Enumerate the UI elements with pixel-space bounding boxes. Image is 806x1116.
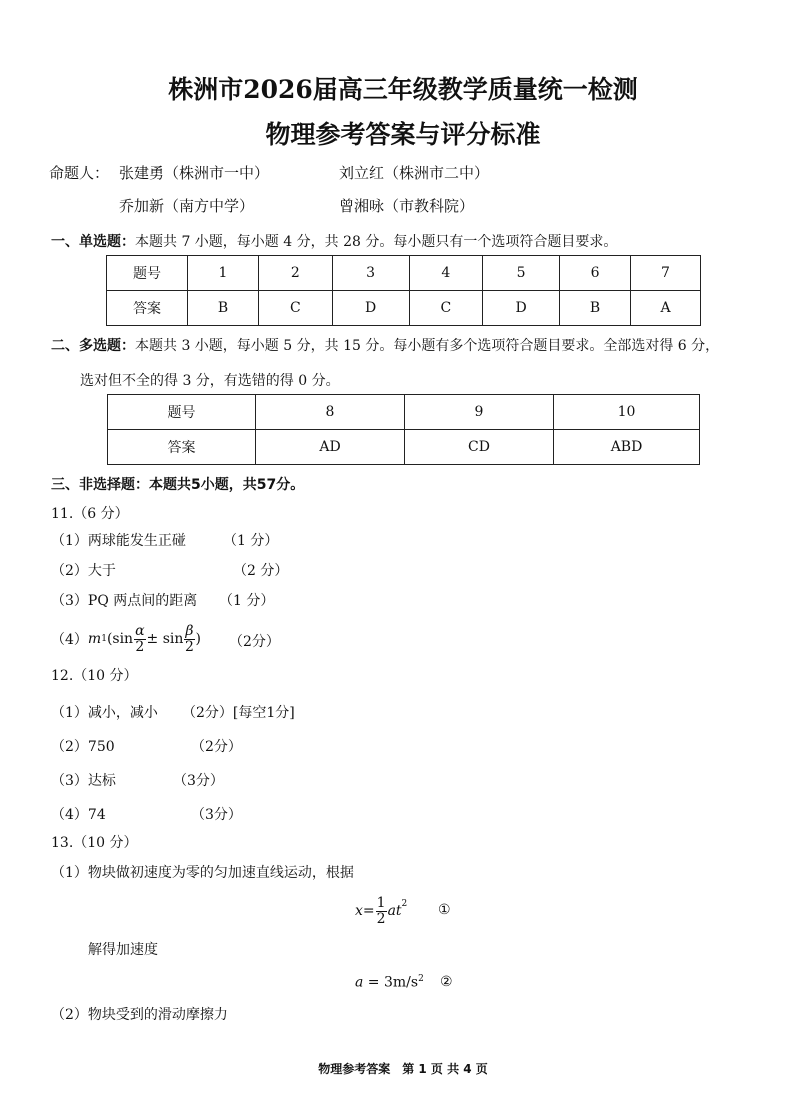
author-4: 曾湘咏（市教科院） [339, 197, 475, 215]
q11-part3-score: （1 分） [219, 593, 275, 609]
section2-desc-line1: 本题共 3 小题，每小题 5 分，共 15 分。每小题有多个选项符合题目要求。全部选对得 6 分， [135, 338, 720, 354]
eq2-rhs: = 3m/s [363, 974, 419, 991]
table-cell: D [332, 291, 409, 326]
formula-mass: m [87, 631, 102, 647]
q12-part1-score: （2分）[每空1分] [182, 705, 295, 721]
q12-part2: （2）750 [51, 739, 115, 755]
table-cell: 4 [409, 256, 483, 291]
page-subtitle: 物理参考答案与评分标准 [265, 120, 541, 149]
eq1-fraction [376, 896, 387, 927]
q12-part4-score: （3分） [191, 807, 242, 823]
q11-part1-score: （1 分） [223, 533, 279, 549]
author-3: 乔加新（南方中学） [119, 197, 255, 215]
formula-denominator: 2 [135, 638, 145, 655]
page-title: 株洲市2026届高三年级教学质量统一检测 [168, 75, 638, 104]
table-cell: 6 [560, 256, 631, 291]
q12-part2-score: （2分） [191, 739, 242, 755]
q13-equation-1 [355, 893, 407, 929]
q12-part4: （4）74 [51, 807, 106, 823]
q13-part2: （2）物块受到的滑动摩擦力 [51, 1007, 228, 1023]
table-cell: 答案 [107, 291, 188, 326]
table-cell: 题号 [107, 256, 188, 291]
table-cell: 3 [332, 256, 409, 291]
formula-close-paren: ) [195, 631, 201, 647]
table-cell: 9 [405, 395, 554, 430]
table-cell: B [188, 291, 259, 326]
eq1-numerator: 1 [376, 894, 386, 911]
q13-title: 13.（10 分） [51, 835, 138, 851]
eq1-equals: = [362, 903, 375, 919]
eq1-lhs: x [355, 903, 363, 919]
eq2-exponent: 2 [418, 974, 424, 984]
table-cell: A [631, 291, 701, 326]
q11-part4-label: （4） [51, 632, 88, 648]
q11-title: 11.（6 分） [51, 506, 129, 522]
page-footer: 物理参考答案 第 1 页 共 4 页 [318, 1062, 488, 1076]
section2-intro [51, 335, 719, 355]
table-cell: 5 [483, 256, 560, 291]
formula-fraction-alpha [134, 624, 145, 655]
table-row [107, 256, 701, 291]
table-cell: D [483, 291, 560, 326]
q13-part1: （1）物块做初速度为零的匀加速直线运动，根据 [51, 865, 354, 881]
table-cell: ABD [554, 430, 700, 465]
q13-part1-followup: 解得加速度 [88, 942, 158, 958]
q12-part1: （1）减小，减小 [51, 705, 158, 721]
eq1-denominator: 2 [376, 910, 386, 927]
table-row [108, 430, 700, 465]
q11-part4-score: （2分） [229, 634, 280, 650]
q11-part2-score: （2 分） [233, 563, 289, 579]
authors-label: 命题人： [49, 164, 110, 182]
table-cell: AD [256, 430, 405, 465]
formula-mass-subscript: 1 [101, 634, 107, 644]
table-cell: C [258, 291, 332, 326]
q11-part1: （1）两球能发生正碰 [51, 533, 186, 549]
formula-denominator: 2 [184, 638, 194, 655]
table-cell: CD [405, 430, 554, 465]
q13-equation-2 [355, 974, 424, 991]
section2-answer-table [107, 394, 700, 465]
formula-beta: β [185, 622, 194, 639]
table-cell: 7 [631, 256, 701, 291]
author-1: 张建勇（株洲市一中） [119, 164, 270, 182]
eq2-lhs: a [355, 974, 364, 991]
author-2: 刘立红（株洲市二中） [339, 164, 490, 182]
table-row [107, 291, 701, 326]
table-cell: C [409, 291, 483, 326]
eq2-marker: ② [440, 974, 453, 990]
eq1-exponent: 2 [401, 899, 408, 909]
section1-desc: 本题共 7 小题，每小题 4 分，共 28 分。每小题只有一个选项符合题目要求。 [135, 234, 618, 250]
formula-sin-open: (sin [106, 631, 134, 647]
q11-part3: （3）PQ 两点间的距离 [51, 593, 198, 609]
q11-part4-formula [51, 622, 201, 656]
section1-heading: 一、单选题： [51, 234, 135, 250]
table-cell: 题号 [108, 395, 256, 430]
formula-plus-minus-sin: ± sin [146, 631, 184, 647]
table-cell: 10 [554, 395, 700, 430]
section1-answer-table [106, 255, 701, 326]
eq1-marker: ① [438, 902, 451, 918]
table-cell: 答案 [108, 430, 256, 465]
table-cell: 1 [188, 256, 259, 291]
section2-heading: 二、多选题： [51, 338, 135, 354]
eq1-rhs: at [387, 903, 402, 919]
formula-alpha: α [135, 622, 145, 639]
table-row [108, 395, 700, 430]
section1-intro [51, 231, 617, 251]
q12-part3-score: （3分） [173, 773, 224, 789]
formula-fraction-beta [184, 624, 194, 655]
table-cell: 2 [258, 256, 332, 291]
q11-part2: （2）大于 [51, 563, 116, 579]
table-cell: B [560, 291, 631, 326]
section3-heading: 三、非选择题：本题共5小题，共57分。 [51, 477, 305, 493]
section2-desc-line2: 选对但不全的得 3 分，有选错的得 0 分。 [80, 373, 340, 389]
q12-part3: （3）达标 [51, 773, 116, 789]
table-cell: 8 [256, 395, 405, 430]
q12-title: 12.（10 分） [51, 668, 138, 684]
